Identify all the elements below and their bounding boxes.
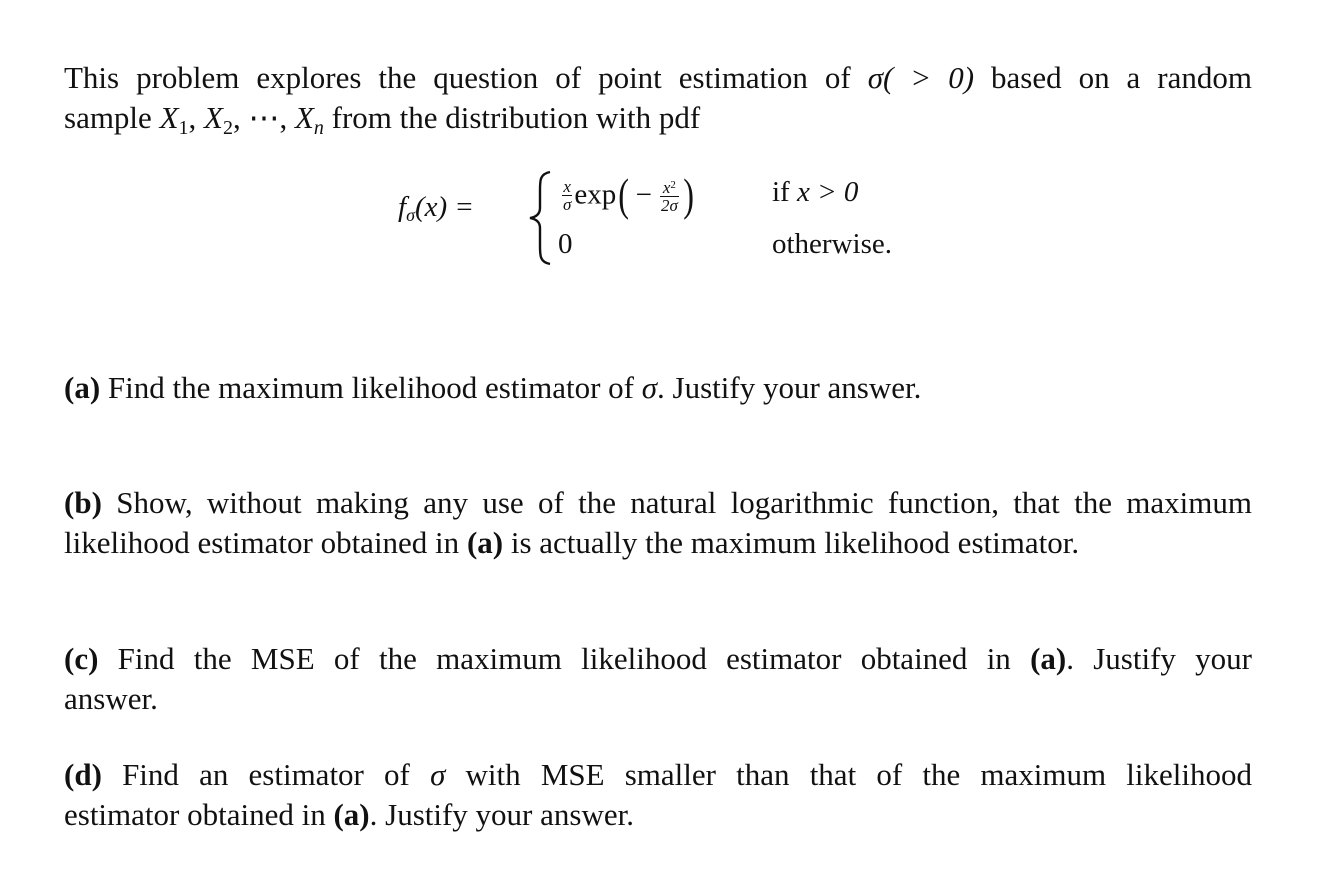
sigma-symbol: σ [430, 757, 446, 792]
case-otherwise-condition: otherwise. [772, 228, 892, 260]
part-a: (a) Find the maximum likelihood estimator of σ. Justify your answer. [64, 370, 922, 405]
intro-text: from the distribution with pdf [323, 100, 701, 135]
formula-lhs: fσ(x) = [398, 191, 474, 225]
case-zero-value: 0 [558, 228, 573, 260]
intro-paragraph [64, 58, 1252, 148]
reference-a: (a) [1030, 641, 1067, 676]
sigma-symbol: σ [641, 370, 658, 405]
part-c-label: (c) [64, 641, 99, 676]
pdf-formula [398, 162, 958, 272]
intro-line-2 [64, 98, 1252, 148]
case-positive-expression: $\frac{x}{\sigma}$ exp( − $\frac{x^2}{2\sigma}$ ) [563, 169, 694, 220]
part-b: (b) Show, without making any use of the natural logarithmic function, that the maximum likelihood estimator obtained in (a) is actually the maximum likelihood estimator. [64, 485, 1252, 560]
intro-text: This problem explores the question of point estimation of [64, 60, 868, 95]
reference-a: (a) [333, 797, 370, 832]
sigma-condition: σ( > 0) [867, 60, 975, 95]
sample-math: X1, X2, ⋯, $X_n$ [159, 100, 324, 139]
left-brace-icon [526, 168, 556, 268]
intro-text: based on a random [974, 60, 1252, 95]
part-c: (c) Find the MSE of the maximum likelihood estimator obtained in (a). Justify your answer. [64, 641, 1253, 716]
case-positive-condition: if x > 0 [772, 176, 859, 208]
part-b-label: (b) [64, 485, 102, 520]
intro-line-1 [64, 58, 1252, 98]
part-a-label: (a) [64, 370, 101, 405]
part-d: (d) Find an estimator of σ with MSE smaller than that of the maximum likelihood estimator obtained in (a). Justify your answer. [64, 757, 1252, 832]
fraction-x-over-sigma: $\frac{x}{\sigma}$ [563, 176, 572, 214]
reference-a: (a) [466, 525, 504, 560]
fraction-x2-over-2sigma: $\frac{x^2}{2\sigma}$ [660, 177, 678, 215]
part-d-label: (d) [64, 757, 102, 792]
exp-label: exp [574, 178, 617, 211]
intro-text: sample [64, 100, 160, 135]
